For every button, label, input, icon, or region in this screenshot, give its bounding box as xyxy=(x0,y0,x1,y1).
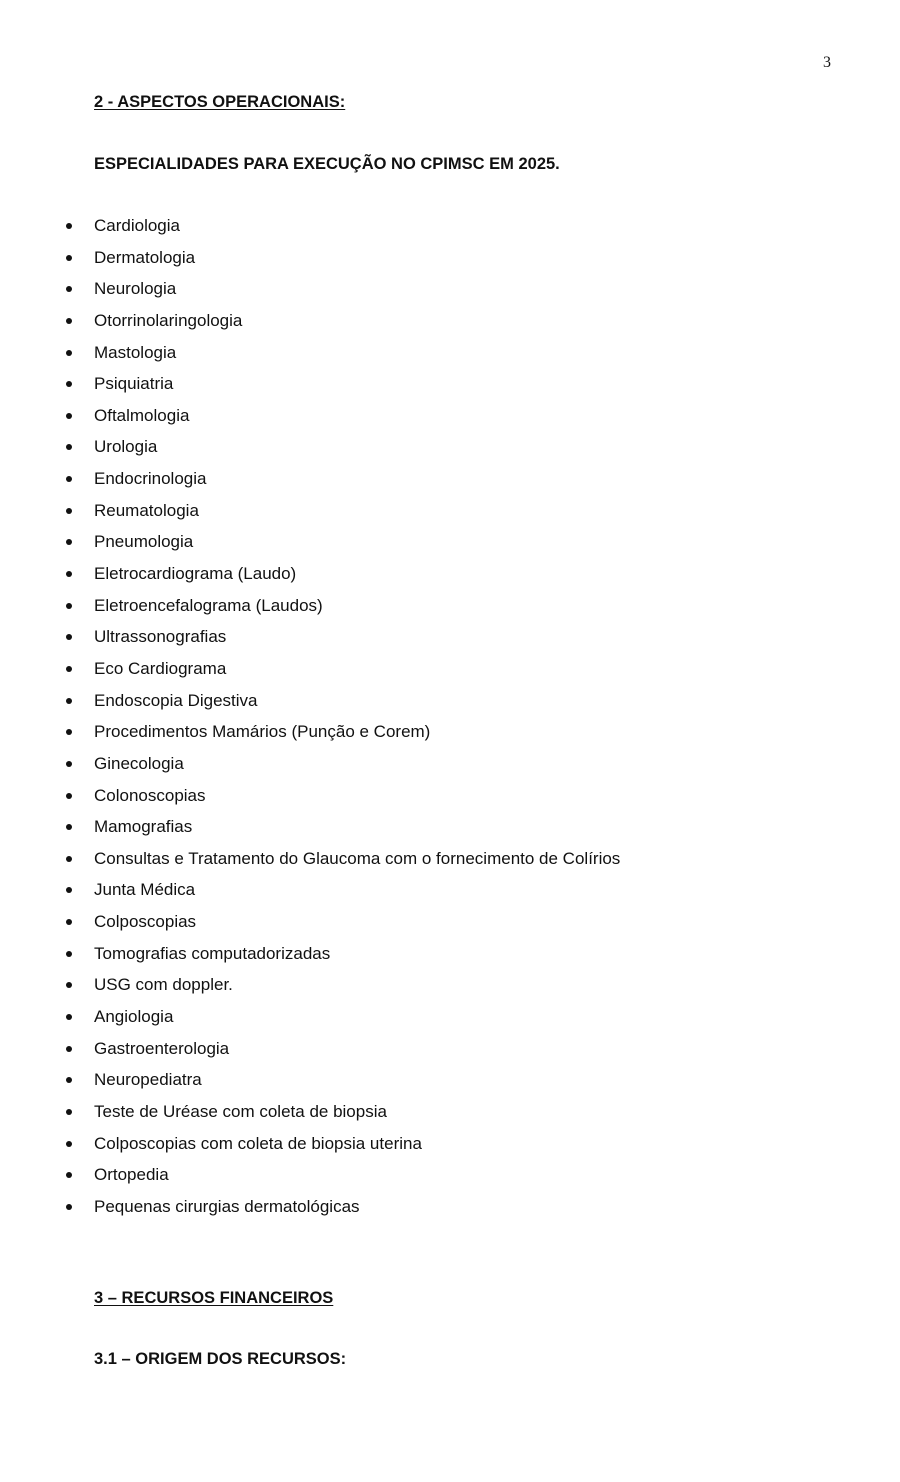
section-2-title: 2 - ASPECTOS OPERACIONAIS: xyxy=(94,93,346,111)
list-item xyxy=(0,242,900,274)
specialties-list xyxy=(0,210,900,1223)
list-item xyxy=(0,685,900,717)
specialties-heading: ESPECIALIDADES PARA EXECUÇÃO NO CPIMSC EM 2025. xyxy=(94,155,560,173)
bullet-icon xyxy=(66,381,72,387)
list-item-label: Eco Cardiograma xyxy=(94,658,227,678)
list-item-label: Cardiologia xyxy=(94,216,180,235)
bullet-icon xyxy=(66,919,72,925)
list-item-label: Ultrassonografias xyxy=(94,627,227,647)
list-item xyxy=(0,938,900,970)
bullet-icon xyxy=(66,539,72,545)
list-item-label: Eletroencefalograma (Laudos) xyxy=(94,595,323,615)
list-item-label: Neuropediatra xyxy=(94,1070,202,1090)
list-item-label: Psiquiatria xyxy=(94,374,174,394)
list-item xyxy=(0,368,900,400)
list-item-label: Procedimentos Mamários (Punção e Corem) xyxy=(94,722,431,742)
page-number: 3 xyxy=(823,54,831,71)
list-item xyxy=(0,716,900,748)
bullet-icon xyxy=(66,255,72,261)
list-item-label: Neurologia xyxy=(94,279,177,299)
bullet-icon xyxy=(66,1014,72,1020)
list-item-label: Endoscopia Digestiva xyxy=(94,690,258,710)
section-3-title: 3 – RECURSOS FINANCEIROS xyxy=(94,1289,334,1307)
bullet-icon xyxy=(66,444,72,450)
list-item-label: Pequenas cirurgias dermatológicas xyxy=(94,1196,360,1216)
list-item xyxy=(0,1033,900,1065)
bullet-icon xyxy=(66,413,72,419)
list-item xyxy=(0,748,900,780)
bullet-icon xyxy=(66,1141,72,1147)
list-item-label: Teste de Uréase com coleta de biopsia xyxy=(94,1101,387,1121)
list-item xyxy=(0,969,900,1001)
list-item xyxy=(0,874,900,906)
bullet-icon xyxy=(66,318,72,324)
bullet-icon xyxy=(66,1204,72,1210)
bullet-icon xyxy=(66,223,72,229)
list-item-label: Junta Médica xyxy=(94,880,196,900)
bullet-icon xyxy=(66,982,72,988)
bullet-icon xyxy=(66,476,72,482)
list-item-label: Dermatologia xyxy=(94,247,196,267)
list-item xyxy=(0,305,900,337)
list-item xyxy=(0,811,900,843)
list-item-label: Mastologia xyxy=(94,342,177,362)
bullet-icon xyxy=(66,508,72,514)
list-item-label: Colonoscopias xyxy=(94,785,206,805)
list-item xyxy=(0,495,900,527)
list-item xyxy=(0,526,900,558)
list-item xyxy=(0,653,900,685)
bullet-icon xyxy=(66,856,72,862)
bullet-icon xyxy=(66,571,72,577)
list-item-label: Ortopedia xyxy=(94,1165,169,1185)
bullet-icon xyxy=(66,887,72,893)
bullet-icon xyxy=(66,603,72,609)
list-item-label: Gastroenterologia xyxy=(94,1038,230,1058)
list-item xyxy=(0,843,900,875)
bullet-icon xyxy=(66,1046,72,1052)
bullet-icon xyxy=(66,286,72,292)
list-item xyxy=(0,1128,900,1160)
list-item-label: Tomografias computadorizadas xyxy=(94,943,331,963)
list-item xyxy=(0,1159,900,1191)
list-item-label: Pneumologia xyxy=(94,532,194,552)
list-item xyxy=(0,1096,900,1128)
bullet-icon xyxy=(66,634,72,640)
bullet-icon xyxy=(66,698,72,704)
list-item xyxy=(0,621,900,653)
list-item xyxy=(0,210,900,242)
list-item-label: Consultas e Tratamento do Glaucoma com o fornecimento de Colírios xyxy=(94,848,621,868)
bullet-icon xyxy=(66,761,72,767)
list-item xyxy=(0,431,900,463)
list-item-label: Angiologia xyxy=(94,1007,174,1027)
list-item-label: Otorrinolaringologia xyxy=(94,310,243,330)
bullet-icon xyxy=(66,824,72,830)
list-item xyxy=(0,1064,900,1096)
section-3-1-title: 3.1 – ORIGEM DOS RECURSOS: xyxy=(94,1350,347,1368)
list-item xyxy=(0,273,900,305)
list-item-label: Urologia xyxy=(94,437,158,457)
bullet-icon xyxy=(66,1077,72,1083)
bullet-icon xyxy=(66,951,72,957)
list-item xyxy=(0,463,900,495)
list-item xyxy=(0,590,900,622)
list-item-label: Oftalmologia xyxy=(94,405,190,425)
list-item xyxy=(0,1001,900,1033)
bullet-icon xyxy=(66,729,72,735)
bullet-icon xyxy=(66,1172,72,1178)
list-item-label: Ginecologia xyxy=(94,753,184,773)
list-item-label: Colposcopias xyxy=(94,912,197,932)
list-item-label: Eletrocardiograma (Laudo) xyxy=(94,564,297,584)
bullet-icon xyxy=(66,350,72,356)
list-item xyxy=(0,906,900,938)
list-item-label: Mamografias xyxy=(94,817,193,837)
list-item-label: USG com doppler. xyxy=(94,975,233,995)
list-item xyxy=(0,558,900,590)
list-item xyxy=(0,1191,900,1223)
list-item-label: Colposcopias com coleta de biopsia uterina xyxy=(94,1133,422,1153)
bullet-icon xyxy=(66,793,72,799)
list-item xyxy=(0,780,900,812)
bullet-icon xyxy=(66,1109,72,1115)
list-item-label: Endocrinologia xyxy=(94,469,207,489)
list-item xyxy=(0,337,900,369)
list-item xyxy=(0,400,900,432)
list-item-label: Reumatologia xyxy=(94,500,199,520)
bullet-icon xyxy=(66,666,72,672)
